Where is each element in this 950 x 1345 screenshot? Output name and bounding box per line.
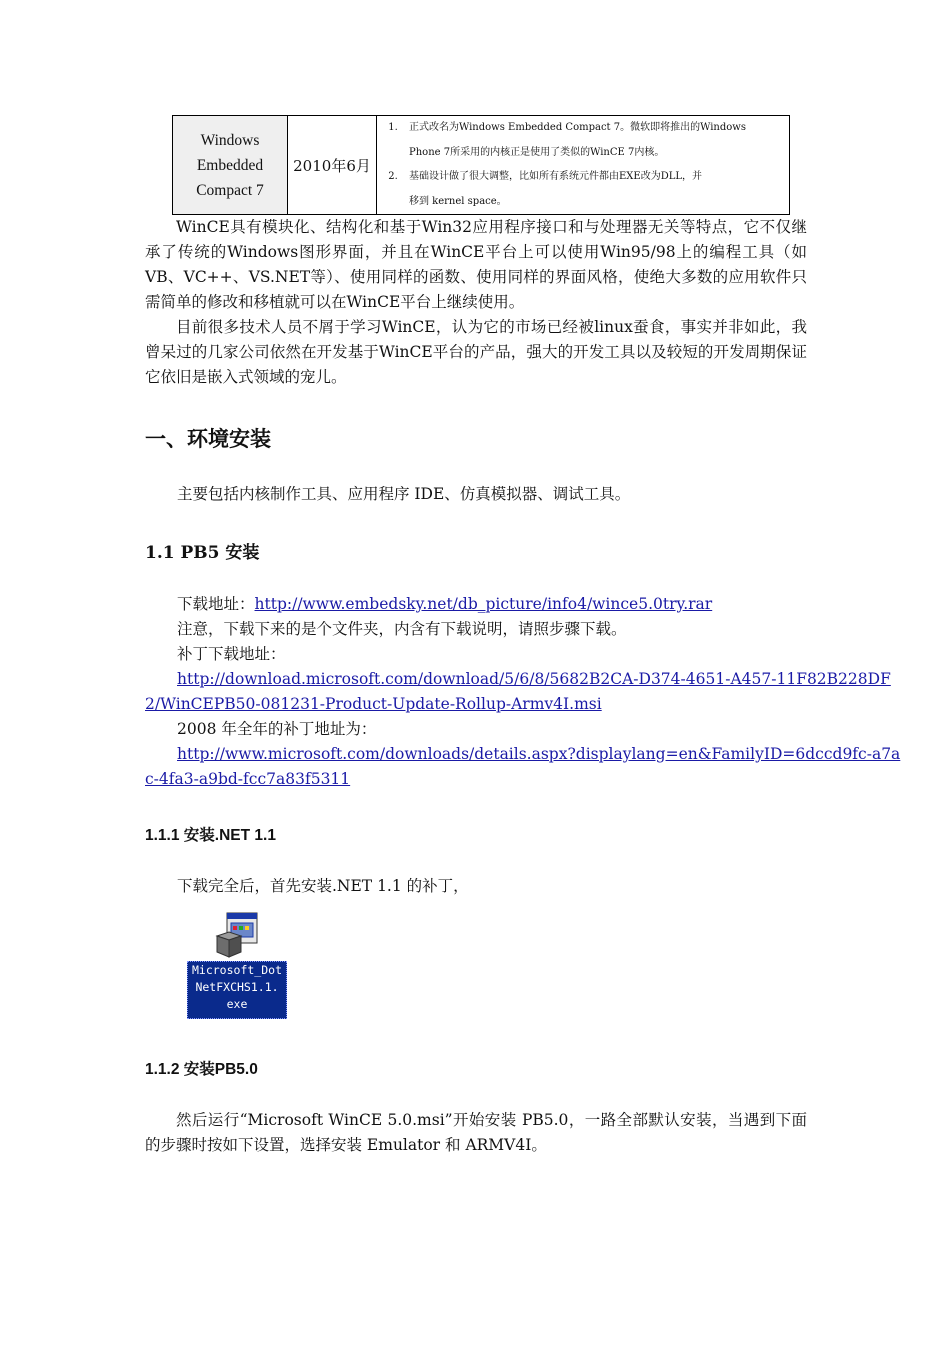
download-link[interactable]: http://www.embedsky.net/db_picture/info4/wince5.0try.rar <box>254 595 713 613</box>
item-text: 正式改名为Windows Embedded Compact 7。微软即将推出的Windows <box>409 122 746 133</box>
description-cell <box>377 116 790 215</box>
installer-filename <box>187 961 287 1019</box>
release-date-cell: 2010年6月 <box>288 116 377 215</box>
filename-line: NetFXCHS1.1. <box>195 980 279 994</box>
list-item <box>377 116 789 141</box>
product-name-line: Windows <box>200 131 260 149</box>
pb50-instruction: 然后运行“Microsoft WinCE 5.0.msi”开始安装 PB5.0，一路全部默认安装，当遇到下面的步骤时按如下设置，选择安装 Emulator 和 ARMV4I。 <box>145 1111 807 1154</box>
year-patch-link-line <box>177 742 901 767</box>
patch-link-line-continued <box>145 692 807 717</box>
section-description: 主要包括内核制作工具、应用程序 IDE、仿真模拟器、调试工具。 <box>177 485 631 503</box>
download-line <box>177 592 839 617</box>
dotnet-instruction: 下载完全后，首先安装.NET 1.1 的补丁， <box>177 877 469 895</box>
year-patch-link[interactable]: http://www.microsoft.com/downloads/details.aspx?displaylang=en&FamilyID=6dccd9fc-a7a <box>177 745 901 763</box>
list-item <box>377 165 789 190</box>
filename-line: Microsoft_Dot <box>191 963 282 977</box>
item-number: 2. <box>388 171 398 182</box>
intro-paragraph-2: 目前很多技术人员不屑于学习WinCE，认为它的市场已经被linux蚕食，事实并非如此，我曾呆过的几家公司依然在开发基于WinCE平台的产品，强大的开发工具以及较短的开发周期保证它依旧是嵌入式领域的宠儿。 <box>145 318 807 386</box>
section-heading-pb5: 1.1 PB5 安装 <box>145 543 260 563</box>
year-patch-link-continued[interactable]: c-4fa3-a9bd-fcc7a83f5311 <box>145 770 351 788</box>
version-table <box>172 115 790 215</box>
note-text: 注意，下载下来的是个文件夹，内含有下载说明，请照步骤下载。 <box>177 620 627 638</box>
patch-link[interactable]: http://download.microsoft.com/download/5/6/8/5682B2CA-D374-4651-A457-11F82B228DF <box>177 670 891 688</box>
section-heading-dotnet: 1.1.1 安装.NET 1.1 <box>145 827 276 844</box>
filename-line: exe <box>226 997 248 1011</box>
installer-icon <box>215 912 259 958</box>
installer-file-icon[interactable] <box>187 912 287 1018</box>
list-item-continued <box>377 141 789 166</box>
year-patch-label: 2008 年全年的补丁地址为： <box>177 720 377 738</box>
patch-link-line <box>177 667 891 692</box>
section-heading-environment: 一、环境安装 <box>145 427 271 451</box>
item-text: 移到 kernel space。 <box>409 195 507 207</box>
download-label: 下载地址： <box>177 595 255 613</box>
section-heading-pb50: 1.1.2 安装PB5.0 <box>145 1061 258 1078</box>
item-text: Phone 7所采用的内核正是使用了类似的WinCE 7内核。 <box>409 146 665 158</box>
patch-label: 补丁下载地址： <box>177 645 286 663</box>
patch-link-continued[interactable]: 2/WinCEPB50-081231-Product-Update-Rollup-Armv4I.msi <box>145 695 602 713</box>
product-name-line: Embedded <box>196 156 264 174</box>
product-name-line: Compact 7 <box>196 181 264 199</box>
list-item-continued <box>377 190 789 215</box>
item-text: 基础设计做了很大调整，比如所有系统元件都由EXE改为DLL，并 <box>409 171 703 182</box>
intro-paragraph-1: WinCE具有模块化、结构化和基于Win32应用程序接口和与处理器无关等特点，它不仅继承了传统的Windows图形界面，并且在WinCE平台上可以使用Win95/98上的编程工具（如VB、VC++、VS.NET等）、使用同样的函数、使用同样的界面风格，使绝大多数的应用软件只需简单的修改和移植就可以在WinCE平台上继续使用。 <box>145 218 807 311</box>
item-number: 1. <box>388 122 398 133</box>
year-patch-link-line-continued <box>145 767 807 792</box>
table-row <box>173 116 790 215</box>
product-name-cell <box>173 116 288 215</box>
